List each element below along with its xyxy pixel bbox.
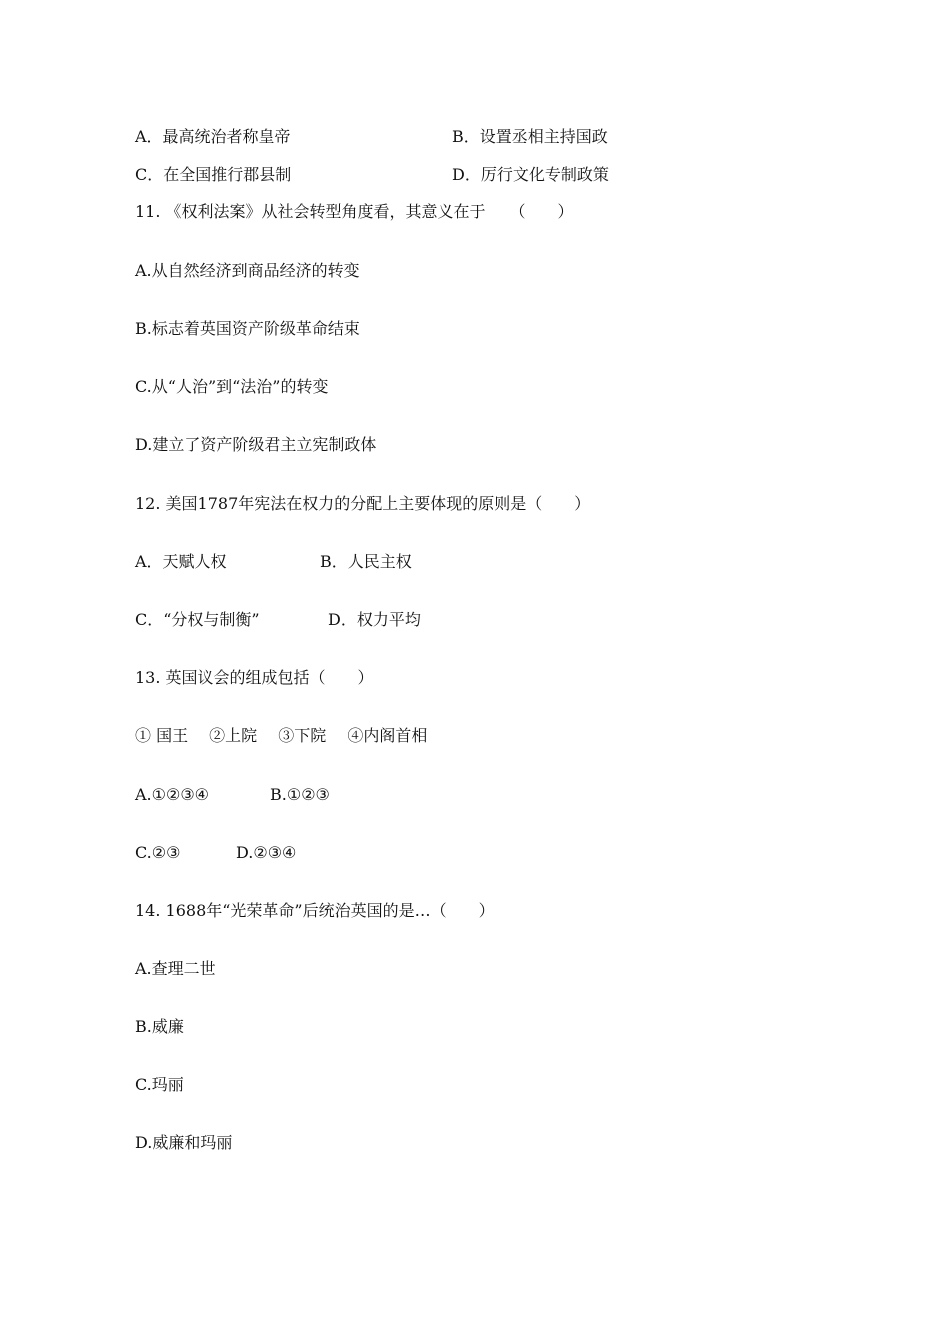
- q10-option-b: B．设置丞相主持国政: [452, 127, 608, 146]
- q10-option-d: D．厉行文化专制政策: [452, 165, 609, 184]
- q14-option-c: C.玛丽: [135, 1075, 184, 1094]
- q12-option-b: B．人民主权: [320, 552, 412, 571]
- q14-stem: 14. 1688年“光荣革命”后统治英国的是…（ ）: [135, 901, 495, 920]
- q13-stem: 13. 英国议会的组成包括（ ）: [135, 668, 374, 687]
- q13-option-b: B.①②③: [270, 785, 330, 804]
- q10-option-c: C．在全国推行郡县制: [135, 165, 292, 184]
- q13-option-d: D.②③④: [236, 843, 297, 862]
- q13-option-c: C.②③: [135, 843, 181, 862]
- q12-option-c: C．“分权与制衡”: [135, 610, 260, 629]
- q12-stem: 12. 美国1787年宪法在权力的分配上主要体现的原则是（ ）: [135, 494, 591, 513]
- q11-option-d: D.建立了资产阶级君主立宪制政体: [135, 435, 377, 454]
- q12-option-a: A．天赋人权: [135, 552, 227, 571]
- q11-stem: 11. 《权利法案》从社会转型角度看，其意义在于 （ ）: [135, 202, 574, 221]
- q13-items: ① 国王 ②上院 ③下院 ④内阁首相: [135, 726, 428, 745]
- q12-option-d: D．权力平均: [328, 610, 421, 629]
- q11-option-b: B.标志着英国资产阶级革命结束: [135, 319, 360, 338]
- q13-option-a: A.①②③④: [135, 785, 210, 804]
- q14-option-d: D.威廉和玛丽: [135, 1133, 233, 1152]
- q14-option-b: B.威廉: [135, 1017, 184, 1036]
- q11-option-a: A.从自然经济到商品经济的转变: [135, 261, 360, 280]
- q14-option-a: A.查理二世: [135, 959, 216, 978]
- q10-option-a: A．最高统治者称皇帝: [135, 127, 291, 146]
- q11-option-c: C.从“人治”到“法治”的转变: [135, 377, 329, 396]
